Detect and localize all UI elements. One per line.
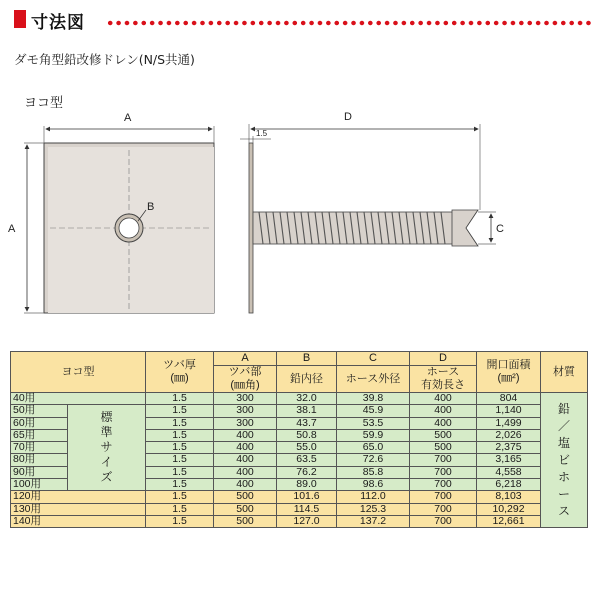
cell-open-area: 8,103 [477, 491, 541, 503]
cell-open-area: 12,661 [477, 515, 541, 527]
cell-c: 65.0 [337, 442, 410, 454]
cell-a: 300 [214, 405, 277, 417]
cell-b: 32.0 [277, 393, 337, 405]
section-title-bar [14, 6, 594, 34]
product-subtitle: ダモ角型鉛改修ドレン(N/S共通) [14, 52, 195, 67]
cell-flange-thickness: 1.5 [146, 429, 214, 441]
table-row [11, 515, 588, 527]
cell-open-area: 2,375 [477, 442, 541, 454]
cell-d: 700 [410, 466, 477, 478]
cell-open-area: 1,140 [477, 405, 541, 417]
dimension-drawing [0, 100, 600, 340]
cell-flange-thickness: 1.5 [146, 393, 214, 405]
cell-size: 120用 [11, 491, 146, 503]
cell-b: 89.0 [277, 479, 337, 491]
cell-d: 700 [410, 454, 477, 466]
spec-table [10, 351, 588, 528]
cell-size: 40用 [11, 393, 146, 405]
cell-flange-thickness: 1.5 [146, 491, 214, 503]
cell-c: 53.5 [337, 417, 410, 429]
header-d-name: ホース 有効長さ [410, 366, 477, 393]
cell-c: 98.6 [337, 479, 410, 491]
cell-a: 500 [214, 503, 277, 515]
cell-d: 400 [410, 417, 477, 429]
header-type: ヨコ型 [11, 352, 146, 393]
header-material: 材質 [541, 352, 588, 393]
cell-open-area: 6,218 [477, 479, 541, 491]
table-row [11, 491, 588, 503]
cell-flange-thickness: 1.5 [146, 479, 214, 491]
cell-b: 76.2 [277, 466, 337, 478]
header-b-letter: B [277, 352, 337, 366]
cell-flange-thickness: 1.5 [146, 466, 214, 478]
cell-d: 700 [410, 515, 477, 527]
cell-b: 114.5 [277, 503, 337, 515]
cell-size: 50用 [11, 405, 68, 417]
cell-c: 137.2 [337, 515, 410, 527]
dim-label-a-left: A [8, 223, 16, 235]
cell-flange-thickness: 1.5 [146, 442, 214, 454]
cell-size: 60用 [11, 417, 68, 429]
cell-size: 130用 [11, 503, 146, 515]
cell-open-area: 1,499 [477, 417, 541, 429]
cell-flange-thickness: 1.5 [146, 503, 214, 515]
cell-c: 59.9 [337, 429, 410, 441]
cell-size: 80用 [11, 454, 68, 466]
header-open-area: 開口面積 (㎜²) [477, 352, 541, 393]
cell-size: 65用 [11, 429, 68, 441]
cell-b: 127.0 [277, 515, 337, 527]
header-b-name: 鉛内径 [277, 366, 337, 393]
cell-a: 400 [214, 454, 277, 466]
diagram-type-label: ヨコ型 [24, 96, 64, 111]
cell-d: 500 [410, 429, 477, 441]
dim-label-d: D [344, 111, 352, 123]
cell-c: 112.0 [337, 491, 410, 503]
cell-flange-thickness: 1.5 [146, 454, 214, 466]
table-row [11, 405, 588, 417]
cell-b: 50.8 [277, 429, 337, 441]
cell-b: 43.7 [277, 417, 337, 429]
cell-open-area: 4,558 [477, 466, 541, 478]
cell-c: 45.9 [337, 405, 410, 417]
header-c-letter: C [337, 352, 410, 366]
cell-open-area: 10,292 [477, 503, 541, 515]
red-square-marker-icon [14, 10, 26, 28]
cell-d: 700 [410, 479, 477, 491]
cell-a: 500 [214, 491, 277, 503]
dim-label-c: C [496, 223, 504, 235]
header-c-name: ホース外径 [337, 366, 410, 393]
cell-a: 300 [214, 393, 277, 405]
cell-a: 400 [214, 479, 277, 491]
cell-d: 400 [410, 405, 477, 417]
cell-size: 90用 [11, 466, 68, 478]
section-title: 寸法図 [31, 13, 85, 33]
dim-label-a-top: A [124, 112, 132, 124]
cell-open-area: 804 [477, 393, 541, 405]
cell-b: 101.6 [277, 491, 337, 503]
header-a-name: ツバ部 (㎜角) [214, 366, 277, 393]
cell-d: 500 [410, 442, 477, 454]
table-row [11, 393, 588, 405]
cell-flange-thickness: 1.5 [146, 515, 214, 527]
cell-b: 63.5 [277, 454, 337, 466]
cell-c: 85.8 [337, 466, 410, 478]
material-cell: 鉛／塩ビホース [541, 393, 588, 528]
cell-a: 400 [214, 466, 277, 478]
red-dotted-divider [106, 19, 594, 27]
dim-label-thickness: 1.5 [256, 129, 268, 138]
spec-table-body [11, 393, 588, 528]
cell-a: 400 [214, 429, 277, 441]
cell-b: 55.0 [277, 442, 337, 454]
cell-open-area: 3,165 [477, 454, 541, 466]
cell-d: 400 [410, 393, 477, 405]
dim-label-b: B [147, 201, 155, 213]
cell-flange-thickness: 1.5 [146, 417, 214, 429]
cell-c: 72.6 [337, 454, 410, 466]
flange-plate-front-view [24, 126, 214, 313]
cell-d: 700 [410, 491, 477, 503]
cell-c: 39.8 [337, 393, 410, 405]
header-d-letter: D [410, 352, 477, 366]
cell-size: 100用 [11, 479, 68, 491]
cell-a: 500 [214, 515, 277, 527]
table-row [11, 503, 588, 515]
standard-size-label: 標準サイズ [68, 405, 146, 491]
cell-a: 400 [214, 442, 277, 454]
cell-open-area: 2,026 [477, 429, 541, 441]
cell-c: 125.3 [337, 503, 410, 515]
drain-side-view [240, 124, 496, 313]
cell-d: 700 [410, 503, 477, 515]
cell-b: 38.1 [277, 405, 337, 417]
cell-size: 140用 [11, 515, 146, 527]
cell-a: 300 [214, 417, 277, 429]
header-a-letter: A [214, 352, 277, 366]
cell-size: 70用 [11, 442, 68, 454]
cell-flange-thickness: 1.5 [146, 405, 214, 417]
header-flange-thickness: ツバ厚 (㎜) [146, 352, 214, 393]
